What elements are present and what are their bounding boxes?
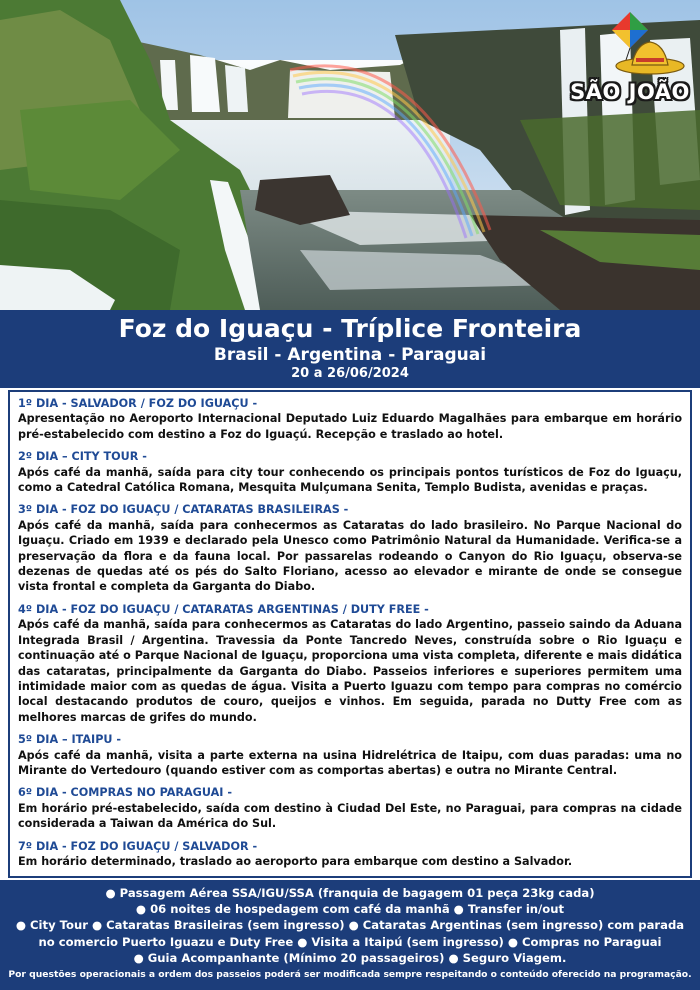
- subtitle: Brasil - Argentina - Paraguai: [213, 345, 487, 365]
- includes-band: [0, 880, 700, 990]
- includes-line: ● Passagem Aérea SSA/IGU/SSA (franquia de bagagem 01 peça 23kg cada): [105, 886, 595, 900]
- day-title: 6º DIA - COMPRAS NO PARAGUAI -: [18, 786, 232, 800]
- day-4: [18, 602, 682, 725]
- sao-joao-logo: [570, 8, 690, 108]
- kite-hat-icon: [570, 8, 690, 78]
- day-text: Apresentação no Aeroporto Internacional Deputado Luiz Eduardo Magalhães para embarque em horário pré-estabelecido com destino a Foz do Iguaçú. Recepção e traslado ao hotel.: [18, 412, 682, 441]
- day-7: [18, 839, 682, 870]
- day-text: Após café da manhã, saída para conhecermos as Cataratas do lado Argentino, passeio saindo da Aduana Integrada Brasil / Argentina. Travessia da Ponte Tancredo Neves, construída sobre o Rio Iguaçu e continuação até o Parque Nacional de Iguaçu, proporciona uma vista completa, diferente e mais didática das cataratas, principalmente da Garganta do Diabo. Passeios inferiores e superiores permitem uma intimidade maior com as quedas de água. Visita a Puerto Iguazu com tempo para compras no comércio local destacando produtos de couro, queijos e vinhos. Em seguida, parada no Dutty Free com as melhores marcas de grifes do mundo.: [18, 618, 682, 724]
- itinerary-box: [8, 390, 692, 878]
- includes-line: ● Guia Acompanhante (Mínimo 20 passageiros) ● Seguro Viagem.: [133, 950, 567, 965]
- day-title: 4º DIA - FOZ DO IGUAÇU / CATARATAS ARGENTINAS / DUTY FREE -: [18, 602, 429, 616]
- day-6: [18, 785, 682, 831]
- includes-line: ● 06 noites de hospedagem com café da manhã ● Transfer in/out: [135, 902, 565, 917]
- day-3: [18, 502, 682, 594]
- day-title: 3º DIA - FOZ DO IGUAÇU / CATARATAS BRASILEIRAS -: [18, 503, 349, 517]
- disclaimer-note: Por questões operacionais a ordem dos passeios poderá ser modificada sempre respeitando o conteúdo oferecido na programação.: [8, 969, 692, 981]
- travel-dates: 20 a 26/06/2024: [291, 366, 409, 381]
- day-text: Após café da manhã, saída para city tour conhecendo os principais pontos turísticos de Foz do Iguaçu, como a Catedral Católica Romana, Mesquita Mulçumana Senita, Templo Budista, avenidas e praças.: [18, 465, 682, 495]
- title-band: [0, 310, 700, 388]
- includes-line: no comercio Puerto Iguazu e Duty Free ● Visita a Itaipú (sem ingresso) ● Compras no Paraguai: [38, 934, 662, 949]
- day-text: Após café da manhã, saída para conhecermos as Cataratas do lado brasileiro. No Parque Nacional do Iguaçu. Criado em 1939 e declarado pela Unesco como Patrimônio Natural da Humanidade. Verifica-se a preservação da flora e da fauna local. Por passarelas rodeando o Canyon do Rio Iguaçu, observa-se dezenas de quedas até os pés do Salto Floriano, acesso ao elevador e mirante de onde se consegue vista frontal e completa da Garganta do Diabo.: [18, 518, 682, 594]
- day-text: Em horário determinado, traslado ao aeroporto para embarque com destino a Salvador.: [18, 854, 573, 868]
- day-title: 2º DIA – CITY TOUR -: [18, 450, 147, 464]
- day-title: 1º DIA - SALVADOR / FOZ DO IGUAÇU -: [18, 397, 258, 410]
- day-5: [18, 732, 682, 778]
- includes-line: ● City Tour ● Cataratas Brasileiras (sem ingresso) ● Cataratas Argentinas (sem ingresso) com parada: [15, 918, 685, 933]
- day-1: [18, 396, 682, 442]
- day-text: Em horário pré-estabelecido, saída com destino à Ciudad Del Este, no Paraguai, para compras na cidade considerada a Taiwan da América do Sul.: [18, 801, 682, 831]
- day-title: 7º DIA - FOZ DO IGUAÇU / SALVADOR -: [18, 839, 258, 853]
- day-text: Após café da manhã, visita a parte externa na usina Hidrelétrica de Itaipu, com duas paradas: uma no Mirante do Vertedouro (quando estiver com as comportas abertas) e outra no Mirante Central.: [18, 748, 682, 777]
- day-title: 5º DIA – ITAIPU -: [18, 733, 122, 747]
- day-2: [18, 449, 682, 495]
- hero-photo: [0, 0, 700, 310]
- page-title: Foz do Iguaçu - Tríplice Fronteira: [118, 314, 582, 343]
- logo-text: SÃO JOÃO: [570, 80, 690, 104]
